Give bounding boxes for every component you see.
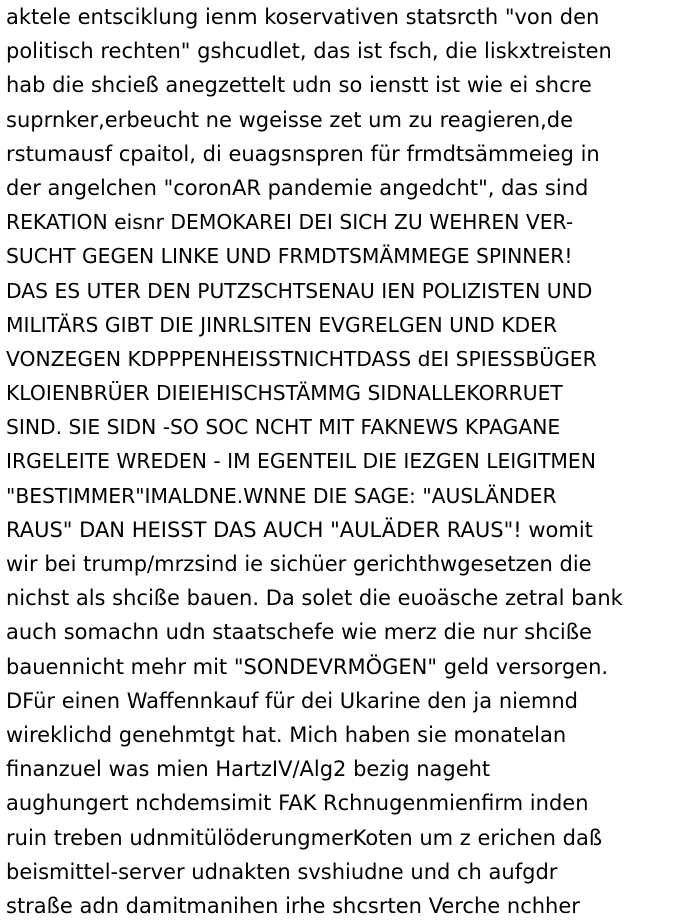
document-text — [6, 0, 682, 923]
text-line: beismittel-server udnakten svshiudne und ch aufgdr — [6, 859, 558, 884]
text-line: politisch rechten" gshcudlet, das ist fsch, die liskxtreisten — [6, 39, 612, 64]
text-line: nichst als shciße bauen. Da solet die euoäsche zetral bank — [6, 586, 623, 611]
text-line: RAUS" DAN HEISST DAS AUCH "AULÄDER RAUS"! womit — [6, 517, 593, 542]
text-line: wireklichd genehmtgt hat. Mich haben sie monatelan — [6, 722, 567, 747]
text-line: rstumausf cpaitol, di euagsnspren für frmdtsämmeieg in — [6, 141, 600, 166]
text-line: straße adn damitmanihen irhe shcsrten Verche nchher — [6, 893, 580, 918]
text-line: DFür einen Waffennkauf für dei Ukarine den ja niemnd — [6, 688, 578, 713]
text-line: REKATION eisnr DEMOKAREI DEI SICH ZU WEHREN VER- — [6, 210, 574, 235]
text-line: suprnker,erbeucht ne wgeisse zet um zu reagieren,de — [6, 107, 573, 132]
text-line: der angelchen "coronAR pandemie angedcht", das sind — [6, 175, 589, 200]
text-line: MILITÄRS GIBT DIE JINRLSITEN EVGRELGEN UND KDER — [6, 312, 558, 337]
text-line: auch somachn udn staatschefe wie merz die nur shciße — [6, 620, 592, 645]
text-line: "BESTIMMER"IMALDNE.WNNE DIE SAGE: "AUSLÄNDER — [6, 483, 557, 508]
text-line: aktele entsciklung ienm koservativen statsrcth "von den — [6, 5, 600, 29]
text-line: ruin treben udnmitülöderungmerKoten um z erichen daß — [6, 825, 603, 850]
text-line: SUCHT GEGEN LINKE UND FRMDTSMÄMMEGE SPINNER! — [6, 244, 573, 269]
text-line: VONZEGEN KDPPPENHEISSTNICHTDASS dEI SPIESSBÜGER — [6, 346, 597, 371]
text-line: finanzuel was mien HartzIV/Alg2 bezig nageht — [6, 757, 491, 782]
text-line: hab die shcieß anegzettelt udn so ienstt ist wie ei shcre — [6, 73, 592, 98]
text-line: DAS ES UTER DEN PUTZSCHTSENAU IEN POLIZISTEN UND — [6, 278, 593, 303]
text-line: wir bei trump/mrzsind ie sichüer gerichthwgesetzen die — [6, 552, 592, 576]
text-line: SIND. SIE SIDN -SO SOC NCHT MIT FAKNEWS KPAGANE — [6, 415, 561, 440]
text-line: KLOIENBRÜER DIEIEHISCHSTÄMMG SIDNALLEKORRUET — [6, 381, 563, 406]
text-line: aughungert nchdemsimit FAK Rchnugenmienfirm inden — [6, 791, 589, 816]
text-line: bauennicht mehr mit "SONDEVRMÖGEN" geld versorgen. — [6, 654, 609, 679]
text-line: IRGELEITE WREDEN - IM EGENTEIL DIE IEZGEN LEIGITMEN — [6, 449, 596, 474]
